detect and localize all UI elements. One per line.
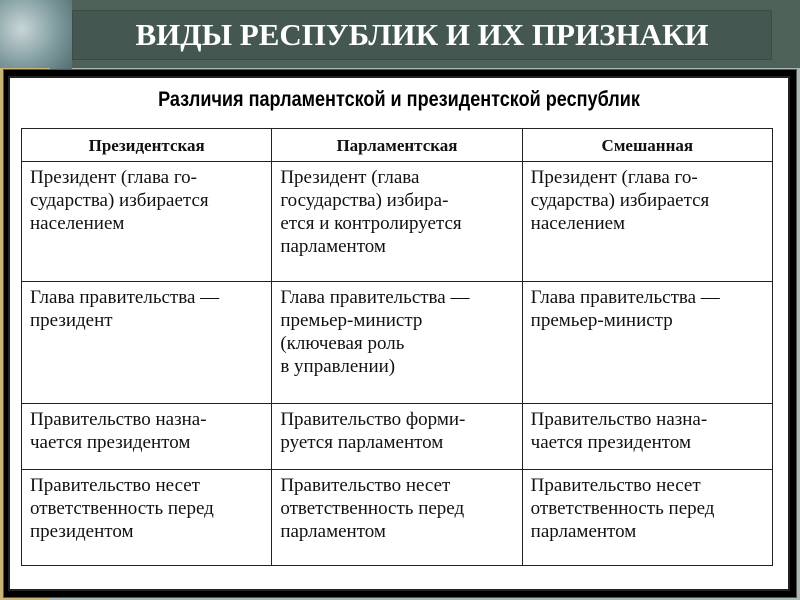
slide-title: ВИДЫ РЕСПУБЛИК И ИХ ПРИЗНАКИ — [135, 17, 709, 52]
slide-title-bar — [72, 10, 772, 60]
table-cell: Правительство назна- чается президентом — [522, 404, 772, 470]
table-row — [22, 282, 773, 404]
table-header-row — [22, 129, 773, 162]
table-row — [22, 470, 773, 566]
table-cell: Правительство несет ответственность перед парламентом — [272, 470, 522, 566]
table-cell: Правительство назна- чается президентом — [22, 404, 272, 470]
table-cell: Глава правительства — президент — [22, 282, 272, 404]
table-row — [22, 162, 773, 282]
table-cell: Президент (глава го- сударства) избирается населением — [522, 162, 772, 282]
table-cell: Правительство форми- руется парламентом — [272, 404, 522, 470]
table-cell: Президент (глава государства) избира- ется и контролируется парламентом — [272, 162, 522, 282]
table-cell: Правительство несет ответственность перед парламентом — [522, 470, 772, 566]
table-cell: Глава правительства — премьер-министр (ключевая роль в управлении) — [272, 282, 522, 404]
table-cell: Глава правительства — премьер-министр — [522, 282, 772, 404]
column-header: Президентская — [22, 129, 272, 162]
decorative-corner-image — [0, 0, 72, 72]
table-row — [22, 404, 773, 470]
table-caption: Различия парламентской и президентской республик — [158, 88, 640, 111]
comparison-table — [21, 128, 773, 566]
column-header: Парламентская — [272, 129, 522, 162]
table-cell: Президент (глава го- сударства) избирается населением — [22, 162, 272, 282]
table-cell: Правительство несет ответственность перед президентом — [22, 470, 272, 566]
column-header: Смешанная — [522, 129, 772, 162]
table-sheet — [8, 76, 790, 591]
